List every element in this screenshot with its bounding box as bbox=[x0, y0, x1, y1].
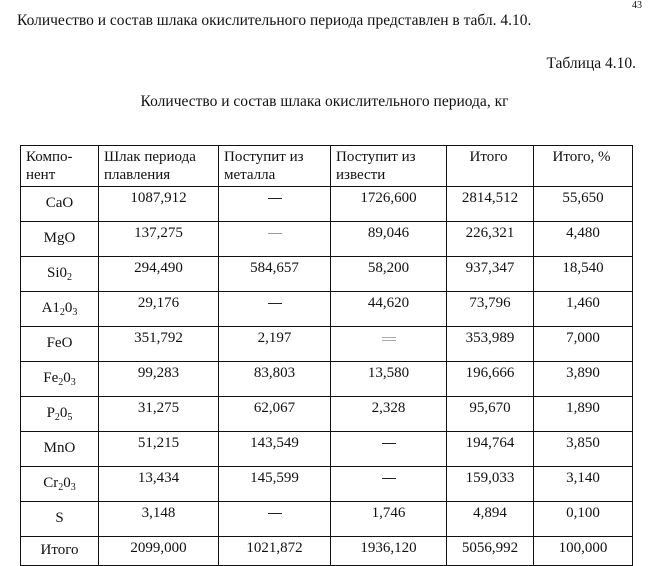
header-from-metal: Поступит из металла bbox=[219, 146, 331, 187]
cell-from-metal: 584,657 bbox=[219, 257, 331, 292]
cell-total-percent: 7,000 bbox=[534, 327, 633, 362]
formula-base: Cr bbox=[43, 475, 59, 491]
cell-component bbox=[21, 257, 99, 292]
formula-subscript: 2 bbox=[58, 482, 64, 493]
cell-melt-slag: 351,792 bbox=[99, 327, 219, 362]
header-melt-slag: Шлак периода плавления bbox=[99, 146, 219, 187]
dash-mark bbox=[268, 303, 282, 304]
cell-from-metal: 2,197 bbox=[219, 327, 331, 362]
formula-subscript: 2 bbox=[58, 377, 64, 388]
cell-melt-slag: 294,490 bbox=[99, 257, 219, 292]
formula-middle: 0 bbox=[63, 475, 71, 491]
cell-total: 159,033 bbox=[447, 467, 534, 502]
dash-mark bbox=[268, 233, 282, 234]
formula-base: CaO bbox=[45, 195, 74, 211]
cell-total-percent: 0,100 bbox=[534, 502, 633, 537]
formula-subscript: 2 bbox=[54, 412, 60, 423]
table-row bbox=[21, 327, 633, 362]
table-row bbox=[21, 502, 633, 537]
header-total: Итого bbox=[447, 146, 534, 187]
cell-melt-slag: 29,176 bbox=[99, 292, 219, 327]
cell-total-percent: 4,480 bbox=[534, 222, 633, 257]
table-row bbox=[21, 292, 633, 327]
cell-from-lime bbox=[331, 467, 447, 502]
table-header-row bbox=[21, 146, 633, 187]
cell-from-lime: 13,580 bbox=[331, 362, 447, 397]
cell-from-metal: 62,067 bbox=[219, 397, 331, 432]
cell-component bbox=[21, 187, 99, 222]
cell-total-percent: 100,000 bbox=[534, 537, 633, 566]
cell-total: 353,989 bbox=[447, 327, 534, 362]
cell-from-lime bbox=[331, 432, 447, 467]
cell-component bbox=[21, 432, 99, 467]
cell-total-percent: 1,890 bbox=[534, 397, 633, 432]
formula-subscript: 2 bbox=[59, 307, 65, 318]
cell-total: 73,796 bbox=[447, 292, 534, 327]
cell-total: 937,347 bbox=[447, 257, 534, 292]
formula-base: MnO bbox=[43, 440, 76, 456]
formula-base: S bbox=[55, 510, 64, 526]
cell-from-lime: 89,046 bbox=[331, 222, 447, 257]
cell-melt-slag: 137,275 bbox=[99, 222, 219, 257]
cell-from-lime: 1,746 bbox=[331, 502, 447, 537]
formula-subscript: 5 bbox=[67, 412, 73, 423]
cell-component bbox=[21, 467, 99, 502]
formula-subscript: 3 bbox=[70, 377, 76, 388]
cell-melt-slag: 1087,912 bbox=[99, 187, 219, 222]
dash-mark bbox=[382, 478, 396, 479]
cell-total: 4,894 bbox=[447, 502, 534, 537]
intro-paragraph: Количество и состав шлака окислительного периода представлен в табл. 4.10. bbox=[17, 12, 532, 29]
formula-base: Si0 bbox=[46, 265, 67, 281]
formula-middle: 0 bbox=[59, 405, 68, 421]
cell-from-lime bbox=[331, 327, 447, 362]
table-row bbox=[21, 362, 633, 397]
header-from-lime: Поступит из извести bbox=[331, 146, 447, 187]
page-number: 43 bbox=[632, 0, 642, 11]
table-row bbox=[21, 467, 633, 502]
cell-total-percent: 1,460 bbox=[534, 292, 633, 327]
table-row bbox=[21, 432, 633, 467]
cell-from-lime: 58,200 bbox=[331, 257, 447, 292]
table-row bbox=[21, 187, 633, 222]
table-title: Количество и состав шлака окислительного периода, кг bbox=[140, 93, 509, 110]
dash-mark bbox=[382, 337, 396, 341]
cell-from-metal: 1021,872 bbox=[219, 537, 331, 566]
cell-from-metal bbox=[219, 502, 331, 537]
cell-melt-slag: 13,434 bbox=[99, 467, 219, 502]
cell-total-percent: 55,650 bbox=[534, 187, 633, 222]
cell-from-metal bbox=[219, 187, 331, 222]
cell-from-metal: 145,599 bbox=[219, 467, 331, 502]
formula-base: FeO bbox=[46, 335, 73, 351]
dash-mark bbox=[268, 513, 282, 514]
cell-from-metal: 143,549 bbox=[219, 432, 331, 467]
cell-melt-slag: 99,283 bbox=[99, 362, 219, 397]
cell-from-lime: 1726,600 bbox=[331, 187, 447, 222]
cell-component bbox=[21, 362, 99, 397]
cell-melt-slag: 31,275 bbox=[99, 397, 219, 432]
cell-total-percent: 3,850 bbox=[534, 432, 633, 467]
table-row bbox=[21, 537, 633, 566]
cell-from-lime: 44,620 bbox=[331, 292, 447, 327]
cell-from-lime: 1936,120 bbox=[331, 537, 447, 566]
cell-total-percent: 18,540 bbox=[534, 257, 633, 292]
cell-from-metal: 83,803 bbox=[219, 362, 331, 397]
formula-base: MgO bbox=[43, 230, 76, 246]
formula-base: A1 bbox=[41, 300, 60, 316]
cell-from-lime: 2,328 bbox=[331, 397, 447, 432]
cell-component bbox=[21, 222, 99, 257]
cell-component bbox=[21, 502, 99, 537]
cell-component bbox=[21, 397, 99, 432]
cell-total-percent: 3,140 bbox=[534, 467, 633, 502]
cell-total: 194,764 bbox=[447, 432, 534, 467]
header-component: Компо- нент bbox=[21, 146, 99, 187]
cell-melt-slag: 2099,000 bbox=[99, 537, 219, 566]
dash-mark bbox=[382, 443, 396, 444]
formula-subscript: 2 bbox=[67, 272, 72, 283]
cell-total: 226,321 bbox=[447, 222, 534, 257]
table-row bbox=[21, 222, 633, 257]
cell-total-percent: 3,890 bbox=[534, 362, 633, 397]
slag-composition-table bbox=[20, 145, 633, 566]
formula-middle: 0 bbox=[64, 300, 73, 316]
cell-total: 2814,512 bbox=[447, 187, 534, 222]
formula-subscript: 3 bbox=[72, 307, 78, 318]
cell-component bbox=[21, 292, 99, 327]
table-row bbox=[21, 397, 633, 432]
cell-melt-slag: 3,148 bbox=[99, 502, 219, 537]
dash-mark bbox=[268, 198, 282, 199]
header-total-percent: Итого, % bbox=[534, 146, 633, 187]
cell-total: 5056,992 bbox=[447, 537, 534, 566]
cell-component bbox=[21, 327, 99, 362]
formula-base: Fe bbox=[43, 370, 59, 386]
table-row bbox=[21, 257, 633, 292]
formula-middle: 0 bbox=[63, 370, 71, 386]
cell-total: 95,670 bbox=[447, 397, 534, 432]
cell-from-metal bbox=[219, 222, 331, 257]
cell-melt-slag: 51,215 bbox=[99, 432, 219, 467]
formula-base: P bbox=[46, 405, 55, 421]
cell-component bbox=[21, 537, 99, 566]
cell-total: 196,666 bbox=[447, 362, 534, 397]
table-reference: Таблица 4.10. bbox=[546, 55, 636, 72]
formula-base: Итого bbox=[40, 542, 79, 558]
formula-subscript: 3 bbox=[70, 482, 76, 493]
cell-from-metal bbox=[219, 292, 331, 327]
